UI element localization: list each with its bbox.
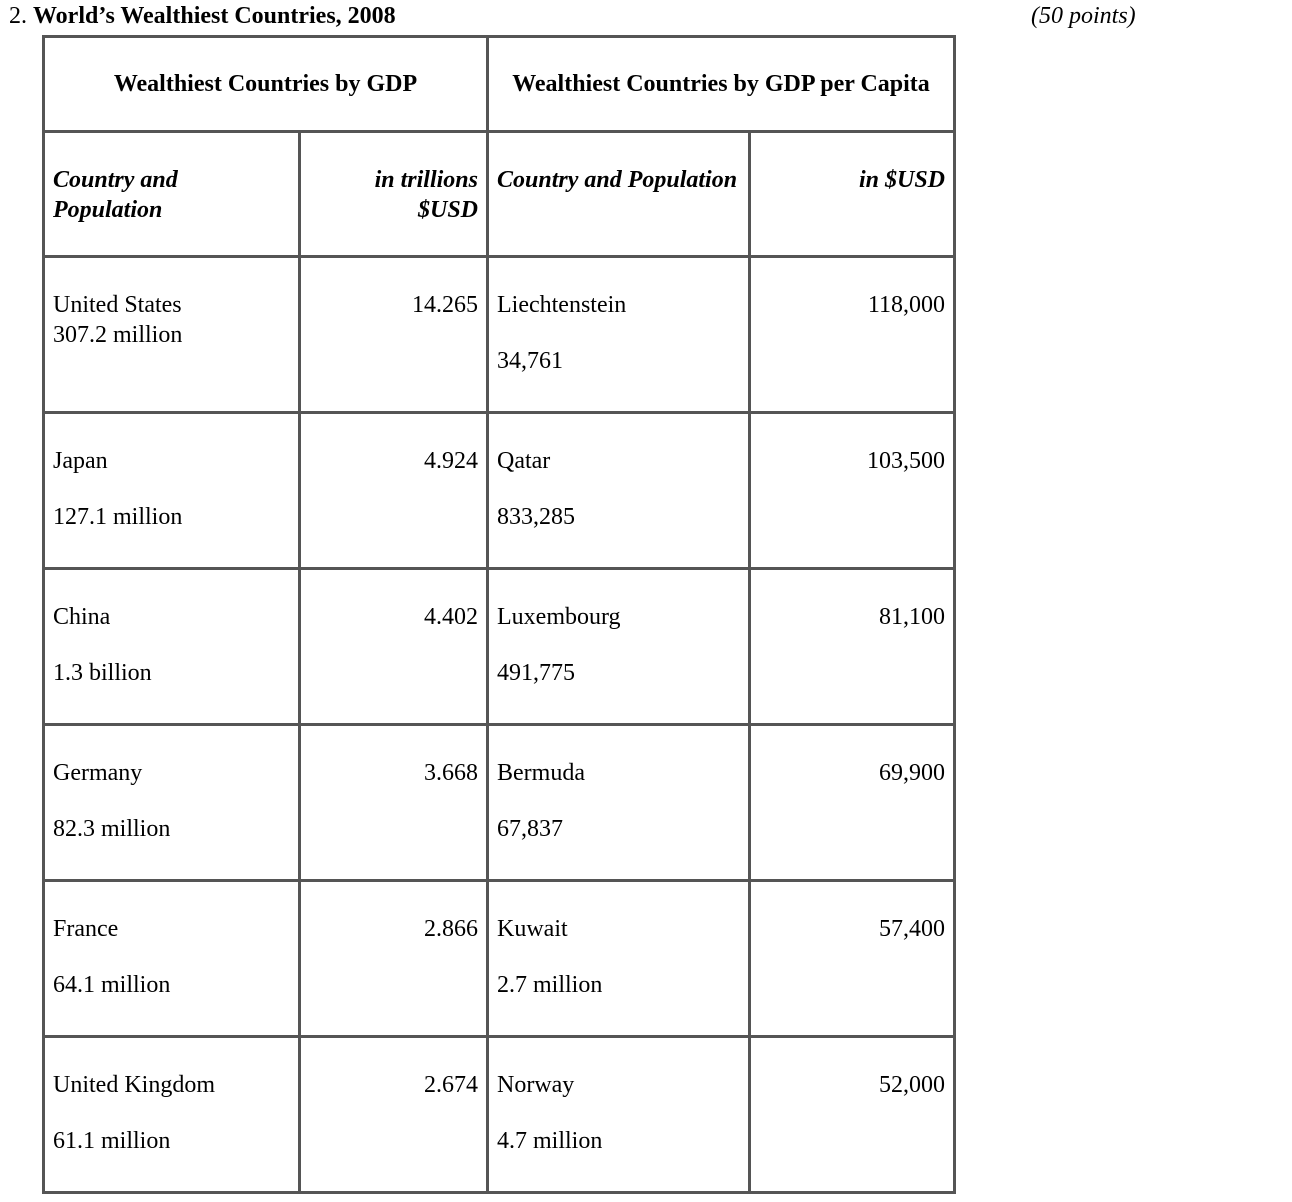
column-header: Country and Population <box>44 132 300 257</box>
country-population: 1.3 billion <box>53 660 152 686</box>
country-name: Liechtenstein <box>497 292 627 318</box>
question-title-text: World’s Wealthiest Countries, 2008 <box>33 3 396 29</box>
country-name: Qatar <box>497 448 551 474</box>
country-population: 307.2 million <box>53 322 183 348</box>
country-population: 127.1 million <box>53 504 183 530</box>
country-population: 64.1 million <box>53 972 171 998</box>
gdp-per-capita-value: 69,900 <box>750 725 955 881</box>
table-row <box>44 1037 955 1193</box>
gdp-per-capita-value: 118,000 <box>750 257 955 413</box>
column-header: Country and Population <box>488 132 750 257</box>
country-name: Kuwait <box>497 916 568 942</box>
country-name: Bermuda <box>497 760 585 786</box>
table-row <box>44 569 955 725</box>
pc-country-cell <box>488 569 750 725</box>
country-population: 82.3 million <box>53 816 171 842</box>
country-population: 67,837 <box>497 816 563 842</box>
country-name: Germany <box>53 760 143 786</box>
gdp-country-cell <box>44 413 300 569</box>
country-population: 61.1 million <box>53 1128 171 1154</box>
country-name: France <box>53 916 119 942</box>
pc-country-cell <box>488 257 750 413</box>
group-header-gdp: Wealthiest Countries by GDP <box>44 37 488 132</box>
pc-country-cell <box>488 881 750 1037</box>
gdp-value: 2.674 <box>300 1037 488 1193</box>
table-row <box>44 725 955 881</box>
country-name: Luxembourg <box>497 604 621 630</box>
country-name: Japan <box>53 448 108 474</box>
table-row <box>44 413 955 569</box>
table-row <box>44 881 955 1037</box>
country-population: 2.7 million <box>497 972 603 998</box>
question-points: (50 points) <box>1031 3 1136 29</box>
table-row <box>44 257 955 413</box>
gdp-country-cell <box>44 881 300 1037</box>
gdp-per-capita-value: 81,100 <box>750 569 955 725</box>
gdp-country-cell <box>44 569 300 725</box>
country-population: 491,775 <box>497 660 575 686</box>
country-name: United Kingdom <box>53 1072 215 1098</box>
gdp-per-capita-value: 57,400 <box>750 881 955 1037</box>
country-population: 833,285 <box>497 504 575 530</box>
question-number: 2. <box>9 3 27 29</box>
column-header: in $USD <box>750 132 955 257</box>
column-header: in trillions $USD <box>300 132 488 257</box>
pc-country-cell <box>488 1037 750 1193</box>
gdp-country-cell <box>44 1037 300 1193</box>
pc-country-cell <box>488 413 750 569</box>
country-population: 34,761 <box>497 348 563 374</box>
gdp-country-cell <box>44 257 300 413</box>
question-title <box>9 3 396 30</box>
gdp-value: 2.866 <box>300 881 488 1037</box>
group-header-gdp-per-capita: Wealthiest Countries by GDP per Capita <box>488 37 955 132</box>
country-name: United States <box>53 292 182 318</box>
country-name: China <box>53 604 111 630</box>
gdp-value: 4.924 <box>300 413 488 569</box>
gdp-value: 14.265 <box>300 257 488 413</box>
country-population: 4.7 million <box>497 1128 603 1154</box>
gdp-per-capita-value: 52,000 <box>750 1037 955 1193</box>
pc-country-cell <box>488 725 750 881</box>
country-name: Norway <box>497 1072 575 1098</box>
gdp-country-cell <box>44 725 300 881</box>
gdp-value: 3.668 <box>300 725 488 881</box>
gdp-per-capita-value: 103,500 <box>750 413 955 569</box>
gdp-value: 4.402 <box>300 569 488 725</box>
wealthiest-countries-table <box>42 35 956 1194</box>
